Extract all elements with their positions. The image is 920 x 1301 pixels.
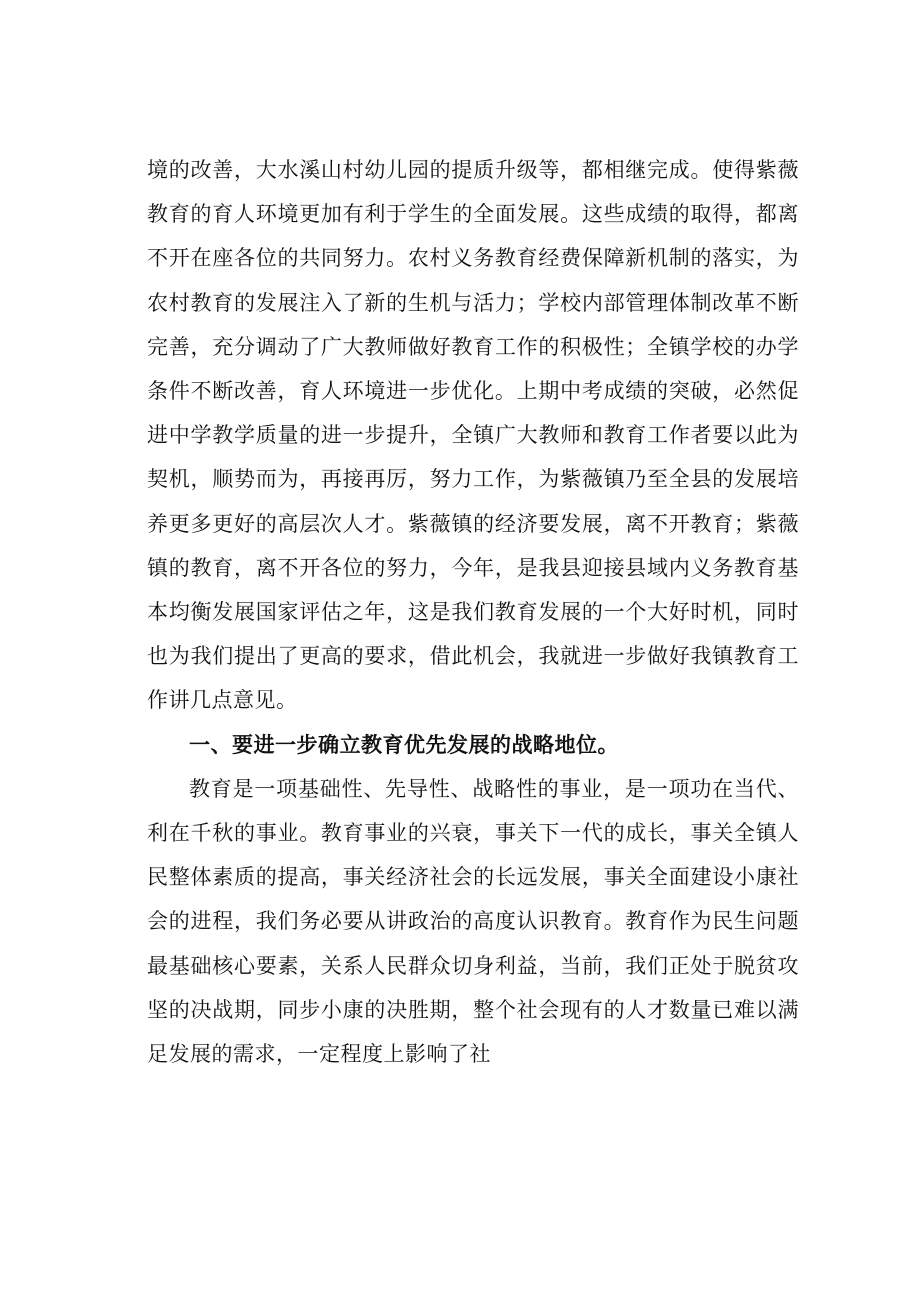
body-paragraph: 境的改善，大水溪山村幼儿园的提质升级等，都相继完成。使得紫薇教育的育人环境更加有利于学生的全面发展。这些成绩的取得，都离不开在座各位的共同努力。农村义务教育经费保障新机制的落实，为农村教育的发展注入了新的生机与活力；学校内部管理体制改革不断完善，充分调动了广大教师做好教育工作的积极性；全镇学校的办学条件不断改善，育人环境进一步优化。上期中考成绩的突破，必然促进中学教学质量的进一步提升，全镇广大教师和教育工作者要以此为契机，顺势而为，再接再厉，努力工作，为紫薇镇乃至全县的发展培养更多更好的高层次人才。紫薇镇的经济要发展，离不开教育；紫薇镇的教育，离不开各位的努力，今年，是我县迎接县域内义务教育基本均衡发展国家评估之年，这是我们教育发展的一个大好时机，同时也为我们提出了更高的要求，借此机会，我就进一步做好我镇教育工作讲几点意见。	[147, 158, 799, 713]
body-paragraph: 教育是一项基础性、先导性、战略性的事业，是一项功在当代、利在千秋的事业。教育事业的兴衰，事关下一代的成长，事关全镇人民整体素质的提高，事关经济社会的长远发展，事关全面建设小康社会的进程，我们务必要从讲政治的高度认识教育。教育作为民生问题最基础核心要素，关系人民群众切身利益，当前，我们正处于脱贫攻坚的决战期，同步小康的决胜期，整个社会现有的人才数量已难以满足发展的需求，一定程度上影响了社	[147, 776, 799, 1067]
section-heading: 一、要进一步确立教育优先发展的战略地位。	[189, 732, 619, 757]
document-body	[147, 148, 799, 1076]
